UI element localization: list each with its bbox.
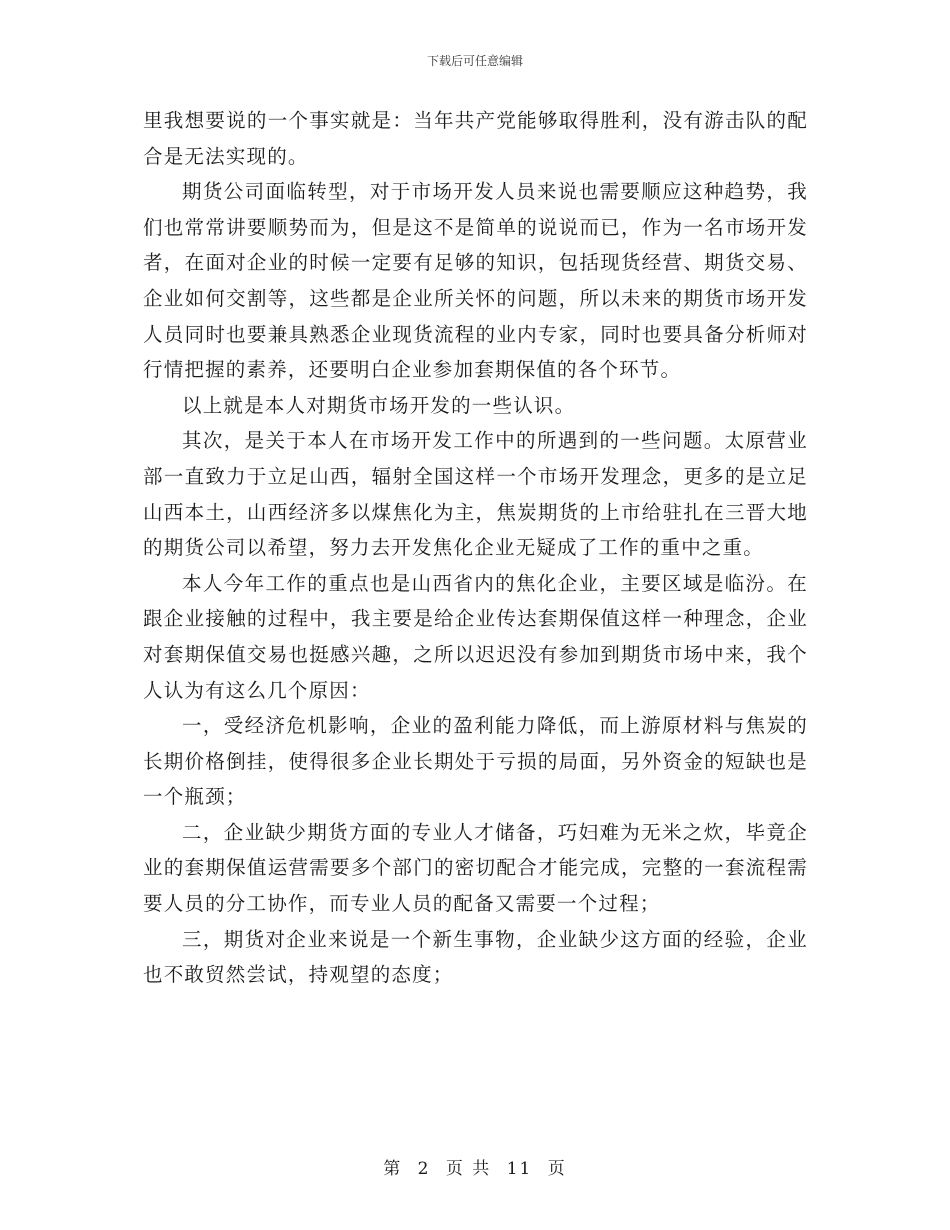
footer-middle: 页 共 [445,1159,492,1179]
footer-suffix: 页 [547,1159,567,1179]
body-text [143,103,808,993]
page-header: 下载后可任意编辑 [426,54,523,68]
paragraph-5: 本人今年工作的重点也是山西省内的焦化企业，主要区域是临汾。在跟企业接触的过程中，我主要是给企业传达套期保值这样一种理念，企业对套期保值交易也挺感兴趣，之所以迟迟没有参加到期货市场中来，我个人认为有这么几个原因： [143,571,808,702]
paragraph-7: 二，企业缺少期货方面的专业人才储备，巧妇难为无米之炊，毕竟企业的套期保值运营需要多个部门的密切配合才能完成，完整的一套流程需要人员的分工协作，而专业人员的配备又需要一个过程； [143,820,808,916]
paragraph-6: 一，受经济危机影响，企业的盈利能力降低，而上游原材料与焦炭的长期价格倒挂，使得很多企业长期处于亏损的局面，另外资金的短缺也是一个瓶颈； [143,714,808,809]
total-page-count: 11 [506,1159,533,1179]
paragraph-2: 期货公司面临转型，对于市场开发人员来说也需要顺应这种趋势，我们也常常讲要顺势而为，但是这不是简单的说说而已，作为一名市场开发者，在面对企业的时候一定要有足够的知识，包括现货经营、期货交易、企业如何交割等，这些都是企业所关怀的问题，所以未来的期货市场开发人员同时也要兼具熟悉企业现货流程的业内专家，同时也要具备分析师对行情把握的素养，还要明白企业参加套期保值的各个环节。 [143,180,808,382]
paragraph-3: 以上就是本人对期货市场开发的一些认识。 [182,393,576,417]
page-footer [0,1154,950,1179]
paragraph-1: 里我想要说的一个事实就是：当年共产党能够取得胜利，没有游击队的配合是无法实现的。 [143,109,808,168]
footer-prefix: 第 [383,1159,403,1179]
paragraph-8: 三，期货对企业来说是一个新生事物，企业缺少这方面的经验，企业也不敢贸然尝试，持观望的态度； [143,927,808,987]
current-page-number: 2 [417,1159,431,1179]
paragraph-4: 其次，是关于本人在市场开发工作中的所遇到的一些问题。太原营业部一直致力于立足山西，辐射全国这样一个市场开发理念，更多的是立足山西本土，山西经济多以煤焦化为主，焦炭期货的上市给驻扎在三晋大地的期货公司以希望，努力去开发焦化企业无疑成了工作的重中之重。 [143,429,808,560]
